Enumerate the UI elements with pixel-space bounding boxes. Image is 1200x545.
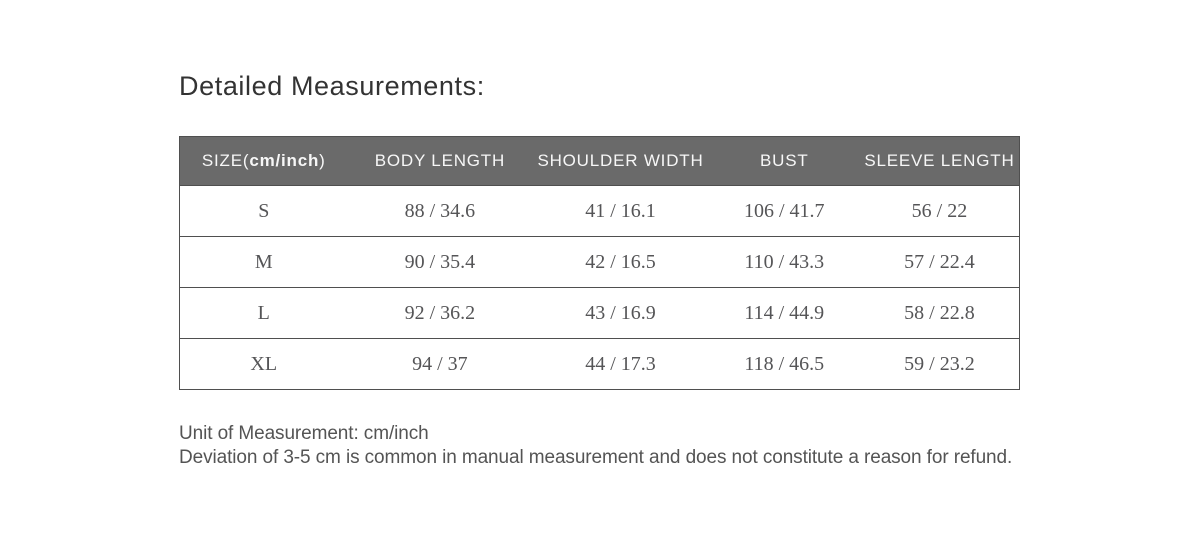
column-header-bust: BUST: [709, 137, 860, 186]
column-header-shoulder-width: SHOULDER WIDTH: [532, 137, 708, 186]
cell-bust: 114 / 44.9: [709, 288, 860, 339]
cell-shoulder-width: 43 / 16.9: [532, 288, 708, 339]
cell-shoulder-width: 42 / 16.5: [532, 237, 708, 288]
cell-shoulder-width: 44 / 17.3: [532, 339, 708, 390]
cell-body-length: 88 / 34.6: [348, 186, 533, 237]
table-header-row: [180, 137, 1020, 186]
cell-body-length: 94 / 37: [348, 339, 533, 390]
cell-shoulder-width: 41 / 16.1: [532, 186, 708, 237]
table-row-xl: [180, 339, 1020, 390]
column-header-size: [180, 137, 348, 186]
deviation-note: Deviation of 3-5 cm is common in manual measurement and does not constitute a reason for refund.: [179, 447, 1013, 468]
cell-sleeve-length: 59 / 23.2: [860, 339, 1020, 390]
table-row-s: [180, 186, 1020, 237]
notes-section: [179, 422, 1020, 470]
cell-size: S: [180, 186, 348, 237]
cell-size: M: [180, 237, 348, 288]
cell-size: L: [180, 288, 348, 339]
cell-body-length: 90 / 35.4: [348, 237, 533, 288]
cell-bust: 106 / 41.7: [709, 186, 860, 237]
cell-bust: 110 / 43.3: [709, 237, 860, 288]
cell-sleeve-length: 58 / 22.8: [860, 288, 1020, 339]
measurements-table: [179, 136, 1020, 390]
unit-note: Unit of Measurement: cm/inch: [179, 423, 429, 444]
cell-size: XL: [180, 339, 348, 390]
table-row-l: [180, 288, 1020, 339]
cell-body-length: 92 / 36.2: [348, 288, 533, 339]
cell-sleeve-length: 56 / 22: [860, 186, 1020, 237]
size-header-suffix: ): [319, 151, 326, 170]
size-chart-content: [179, 70, 1020, 470]
table-row-m: [180, 237, 1020, 288]
page-title: Detailed Measurements:: [179, 71, 485, 101]
column-header-sleeve-length: SLEEVE LENGTH: [860, 137, 1020, 186]
cell-sleeve-length: 57 / 22.4: [860, 237, 1020, 288]
size-header-unit: cm/inch: [249, 151, 320, 170]
column-header-body-length: BODY LENGTH: [348, 137, 533, 186]
cell-bust: 118 / 46.5: [709, 339, 860, 390]
size-header-prefix: SIZE(: [201, 151, 250, 170]
